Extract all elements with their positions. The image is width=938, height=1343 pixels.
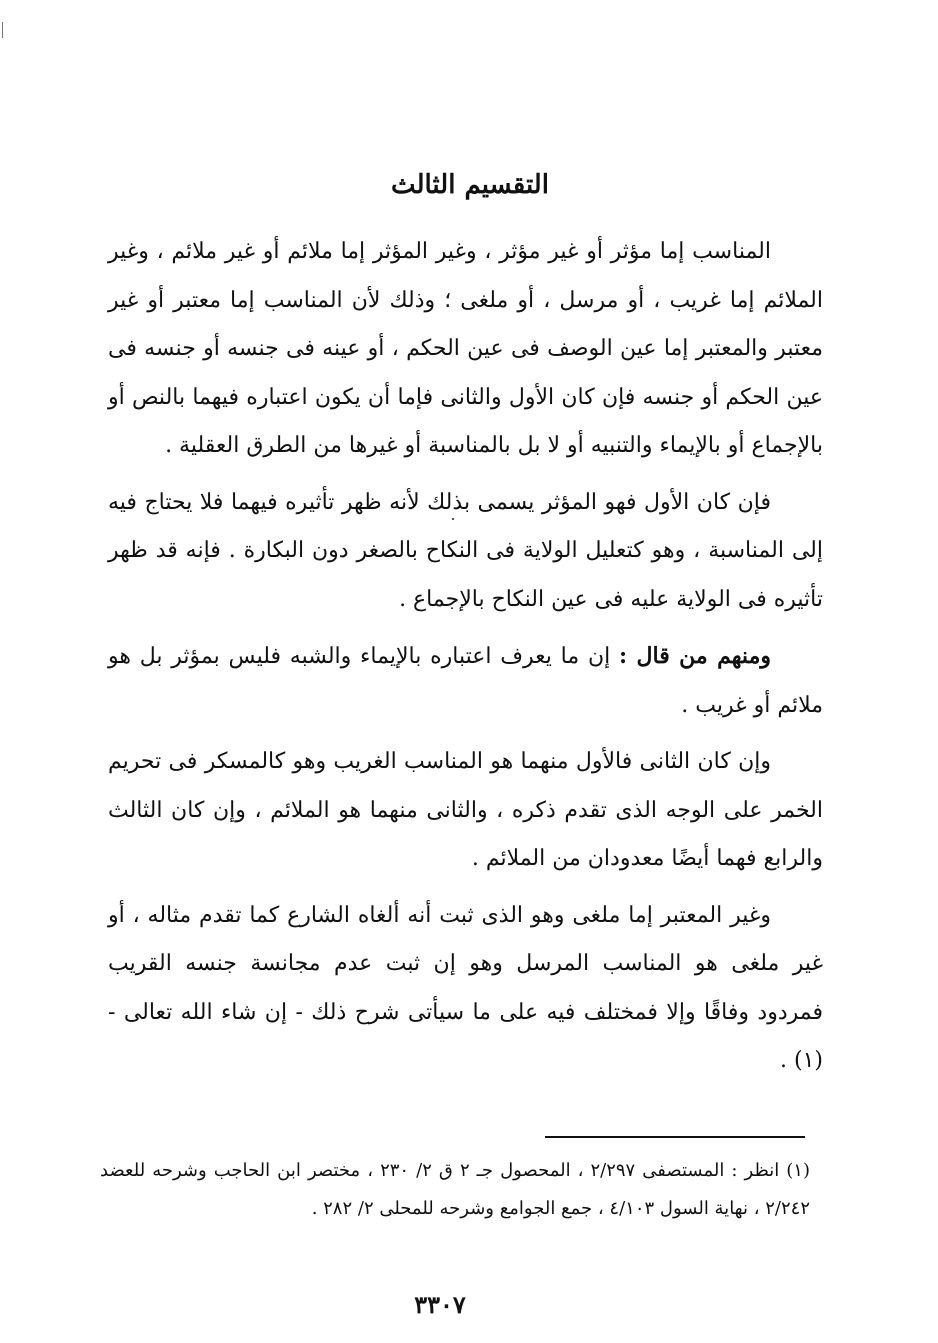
paragraph-3 xyxy=(108,632,823,730)
scan-edge-mark xyxy=(2,22,3,38)
footnote-1: (١) انظر : المستصفى ٢/٢٩٧ ، المحصول جـ ٢ ق ٢/ ٢٣٠ ، مختصر ابن الحاجب وشرحه للعضد ٢/٢٤٢ ، نهاية السول ٤/١٠٣ ، جمع الجوامع وشرحه للمحلى ٢/ ٢٨٢ . xyxy=(100,1160,810,1219)
main-text xyxy=(108,228,823,1094)
paragraph-3-rest: إن ما يعرف اعتباره بالإيماء والشبه فليس بمؤثر بل هو ملائم أو غريب . xyxy=(108,644,823,718)
paragraph-2: فإن كان الأول فهو المؤثر يسمى بذلك لأنه ظهر تأثيره فيهما فلا يحتاج فيه إلى المناسبة ، وهو كتعليل الولاية فى النكاح بالصغر دون البكارة . فإنه قد ظهر تأثيره فى الولاية عليه فى عين النكاح بالإجماع . xyxy=(108,489,823,612)
paragraph-1: المناسب إما مؤثر أو غير مؤثر ، وغير المؤثر إما ملائم أو غير ملائم ، وغير الملائم إما غريب ، أو مرسل ، أو ملغى ؛ وذلك لأن المناسب إما معتبر أو غير معتبر والمعتبر إما عين الوصف فى عين الحكم ، أو عينه فى جنسه أو جنسه فى عين الحكم أو جنسه فإن كان الأول والثانى فإما أن يكون اعتباره فيهما بالنص أو بالإجماع أو بالإيماء والتنبيه أو لا بل بالمناسبة أو غيرها من الطرق العقلية . xyxy=(108,239,823,458)
paragraph-4: وإن كان الثانى فالأول منهما هو المناسب الغريب وهو كالمسكر فى تحريم الخمر على الوجه الذى تقدم ذكره ، والثانى منهما هو الملائم ، وإن كان الثالث والرابع فهما أيضًا معدودان من الملائم . xyxy=(108,749,823,871)
paragraph-5: وغير المعتبر إما ملغى وهو الذى ثبت أنه ألغاه الشارع كما تقدم مثاله ، أو غير ملغى هو المناسب المرسل وهو إن ثبت عدم مجانسة جنسه القريب فمردود وفاقًا وإلا فمختلف فيه على ما سيأتى شرح ذلك - إن شاء الله تعالى - (١) . xyxy=(108,902,823,1073)
section-title: التقسيم الثالث xyxy=(391,170,549,200)
scan-speck xyxy=(452,518,454,520)
footnote-divider xyxy=(545,1136,805,1138)
page-number: ٣٣٠٧ xyxy=(414,1290,466,1319)
paragraph-3-lead: ومنهم من قال : xyxy=(618,643,771,669)
